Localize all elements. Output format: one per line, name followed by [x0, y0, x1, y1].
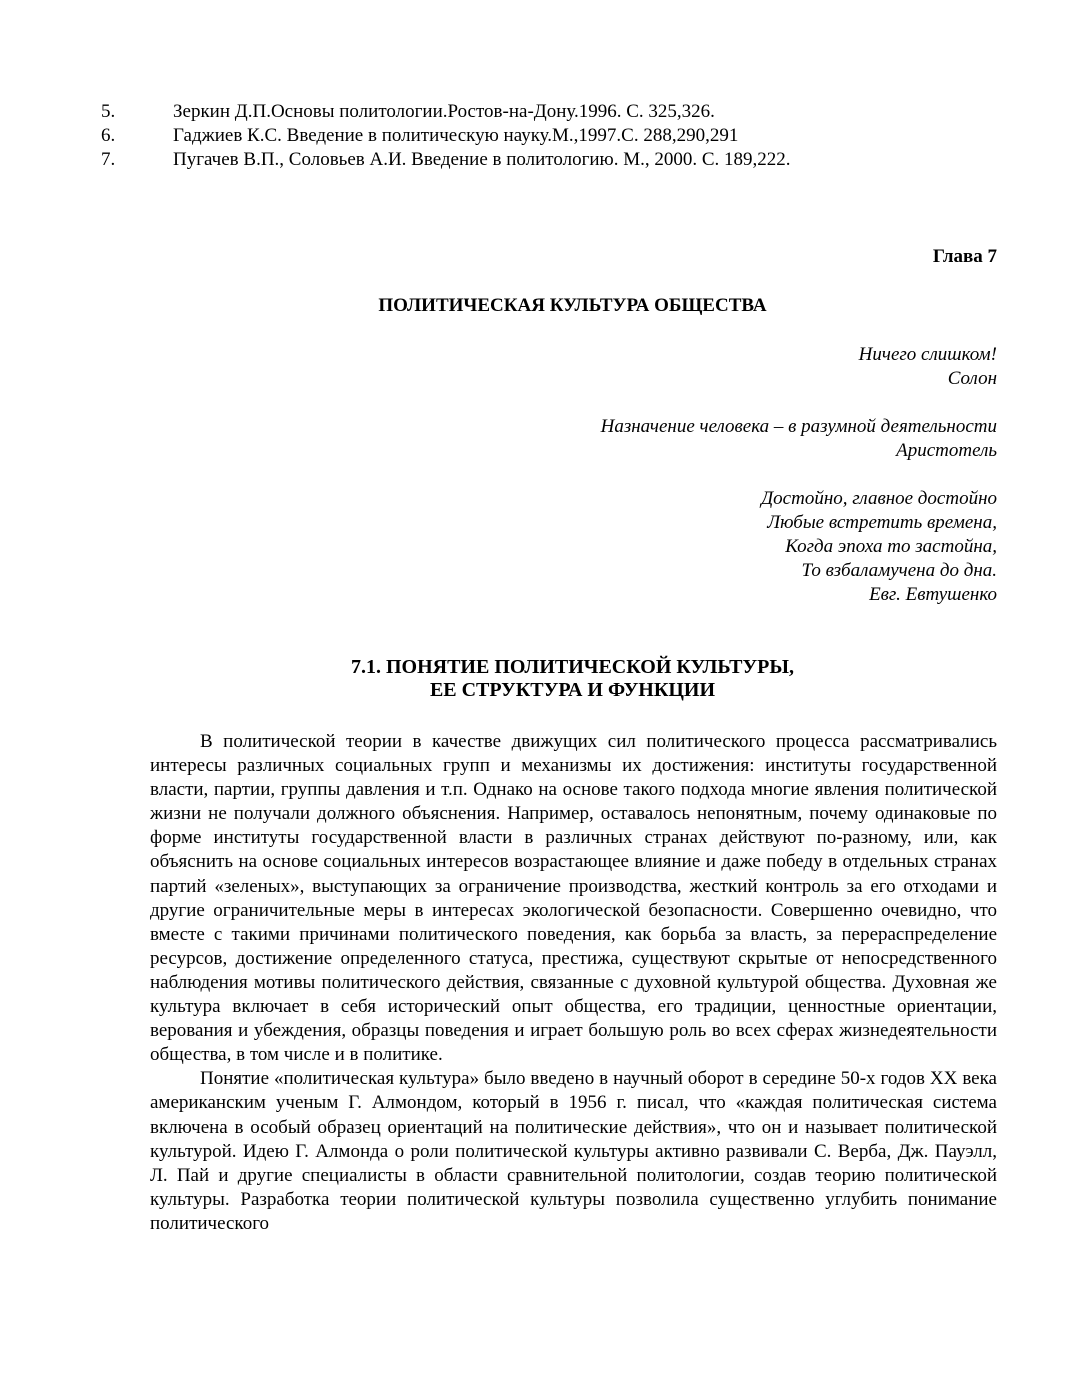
epigraph-line: Назначение человека – в разумной деятельности [600, 416, 997, 437]
epigraph-author: Аристотель [896, 440, 997, 461]
reference-item [101, 100, 981, 124]
reference-list [101, 100, 981, 172]
section-heading-line: 7.1. ПОНЯТИЕ ПОЛИТИЧЕСКОЙ КУЛЬТУРЫ, [350, 656, 795, 678]
chapter-title: ПОЛИТИЧЕСКАЯ КУЛЬТУРА ОБЩЕСТВА [378, 295, 767, 316]
reference-number: 5. [101, 101, 116, 122]
section-heading [150, 656, 995, 702]
epigraph-line: Достойно, главное достойно [761, 488, 997, 509]
body-text [150, 730, 997, 1236]
paragraph: В политической теории в качестве движущих сил политического процесса рассматривались интересы различных социальных групп и механизмы их достижения: институты государственной власти, партии, группы давления и т.п. Однако на основе такого подхода многие явления политической жизни не получали должного объяснения. Например, оставалось непонятным, почему одинаковые по форме институты государственной власти в различных странах действуют по-разному, или, как объяснить на основе социальных интересов возрастающее влияние и даже победу в отдельных странах партий «зеленых», выступающих за ограничение производства, жесткий контроль за его отходами и другие ограничительные меры в интересах экологической безопасности. Совершенно очевидно, что вместе с такими причинами политического поведения, как борьба за власть, за перераспределение ресурсов, достижение определенного статуса, престижа, существуют скрытые от непосредственного наблюдения мотивы политического действия, связанные с духовной культурой общества. Духовная же культура включает в себя исторический опыт общества, его традиции, ценностные ориентации, верования и убеждения, образцы поведения и играет большую роль во всех сферах жизнедеятельности общества, в том числе и в политике. [150, 731, 997, 1066]
paragraph: Понятие «политическая культура» было введено в научный оборот в середине 50-х годов XX века американским ученым Г. Алмондом, который в 1956 г. писал, что «каждая политическая система включена в особый образец ориентаций на политические действия», что он и называет политической культурой. Идею Г. Алмонда о роли политической культуры активно развивали С. Верба, Дж. Пауэлл, Л. Пай и другие специалисты в области сравнительной политологии, создав теорию политической культуры. Разработка теории политической культуры позволила существенно углубить понимание политического [150, 1068, 997, 1234]
reference-item [101, 124, 981, 148]
reference-text: Гаджиев К.С. Введение в политическую науку.М.,1997.С. 288,290,291 [173, 125, 739, 146]
section-heading-line: ЕЕ СТРУКТУРА И ФУНКЦИИ [429, 679, 716, 701]
epigraph-line: Когда эпоха то застойна, [785, 536, 997, 557]
epigraph-yevtushenko [397, 487, 997, 607]
reference-item [101, 148, 981, 172]
reference-number: 7. [101, 149, 116, 170]
epigraph-author: Евг. Евтушенко [869, 584, 997, 605]
epigraph-line: Ничего слишком! [858, 344, 997, 365]
epigraph-solon [397, 343, 997, 391]
epigraph-line: Любые встретить времена, [767, 512, 997, 533]
epigraph-aristotle [397, 415, 997, 463]
chapter-label: Глава 7 [932, 246, 997, 267]
epigraph-author: Солон [947, 368, 997, 389]
reference-text: Зеркин Д.П.Основы политологии.Ростов-на-Дону.1996. С. 325,326. [173, 101, 715, 122]
reference-text: Пугачев В.П., Соловьев А.И. Введение в политологию. М., 2000. С. 189,222. [173, 149, 791, 170]
epigraphs [397, 343, 997, 631]
reference-number: 6. [101, 125, 116, 146]
epigraph-line: То взбаламучена до дна. [801, 560, 997, 581]
